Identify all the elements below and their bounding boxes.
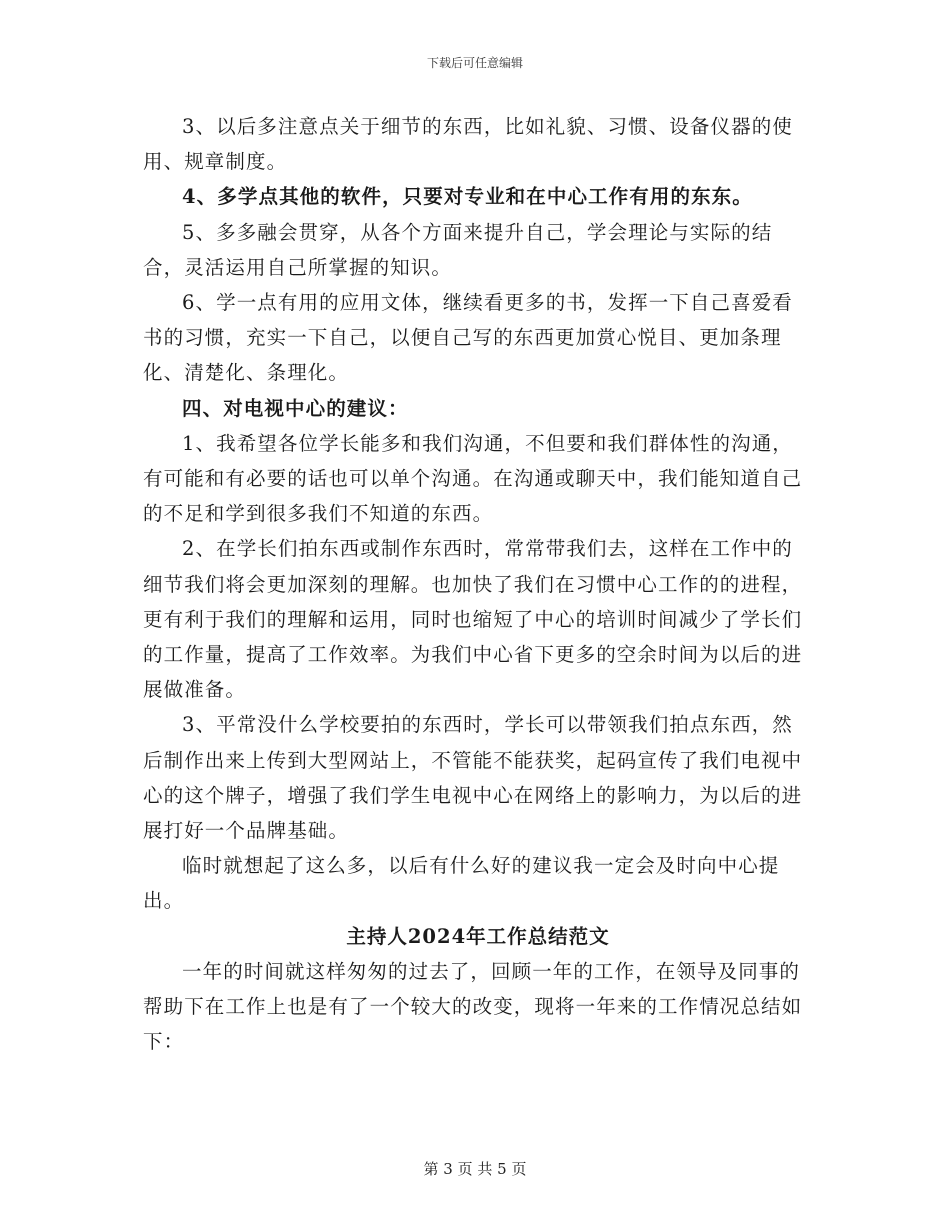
paragraph-item-4: 4、多学点其他的软件，只要对专业和在中心工作有用的东东。 bbox=[182, 185, 753, 209]
suggestion-item-2: 2、在学长们拍东西或制作东西时，常常带我们去，这样在工作中的细节我们将会更加深刻的理解。也加快了我们在习惯中心工作的的进程，更有利于我们的理解和运用，同时也缩短了中心的培训时间减少了学长们的工作量，提高了工作效率。为我们中心省下更多的空余时间为以后的进展做准备。 bbox=[143, 537, 803, 702]
document-body bbox=[143, 109, 813, 1059]
closing-paragraph: 临时就想起了这么多，以后有什么好的建议我一定会及时向中心提出。 bbox=[143, 854, 780, 913]
section-heading-suggestions: 四、对电视中心的建议： bbox=[182, 396, 409, 420]
paragraph-item-5: 5、多多融会贯穿，从各个方面来提升自己，学会理论与实际的结合，灵活运用自己所掌握的知识。 bbox=[143, 220, 773, 279]
page-header-note: 下载后可任意编辑 bbox=[426, 56, 523, 70]
suggestion-item-3: 3、平常没什么学校要拍的东西时，学长可以带领我们拍点东西，然后制作出来上传到大型网站上，不管能不能获奖，起码宣传了我们电视中心的这个牌子，增强了我们学生电视中心在网络上的影响力，为以后的进展打好一个品牌基础。 bbox=[143, 713, 803, 843]
section-title: 主持人2024年工作总结范文 bbox=[346, 924, 610, 948]
suggestion-item-1: 1、我希望各位学长能多和我们沟通，不但要和我们群体性的沟通，有可能和有必要的话也可以单个沟通。在沟通或聊天中，我们能知道自己的不足和学到很多我们不知道的东西。 bbox=[143, 431, 803, 526]
paragraph-item-6: 6、学一点有用的应用文体，继续看更多的书，发挥一下自己喜爱看书的习惯，充实一下自己，以便自己写的东西更加赏心悦目、更加条理化、清楚化、条理化。 bbox=[143, 291, 793, 385]
paragraph-item-3: 3、以后多注意点关于细节的东西，比如礼貌、习惯、设备仪器的使用、规章制度。 bbox=[143, 115, 793, 174]
intro-paragraph: 一年的时间就这样匆匆的过去了，回顾一年的工作，在领导及同事的帮助下在工作上也是有了一个较大的改变，现将一年来的工作情况总结如下： bbox=[143, 959, 803, 1054]
page-number: 第 3 页 共 5 页 bbox=[423, 1160, 527, 1178]
